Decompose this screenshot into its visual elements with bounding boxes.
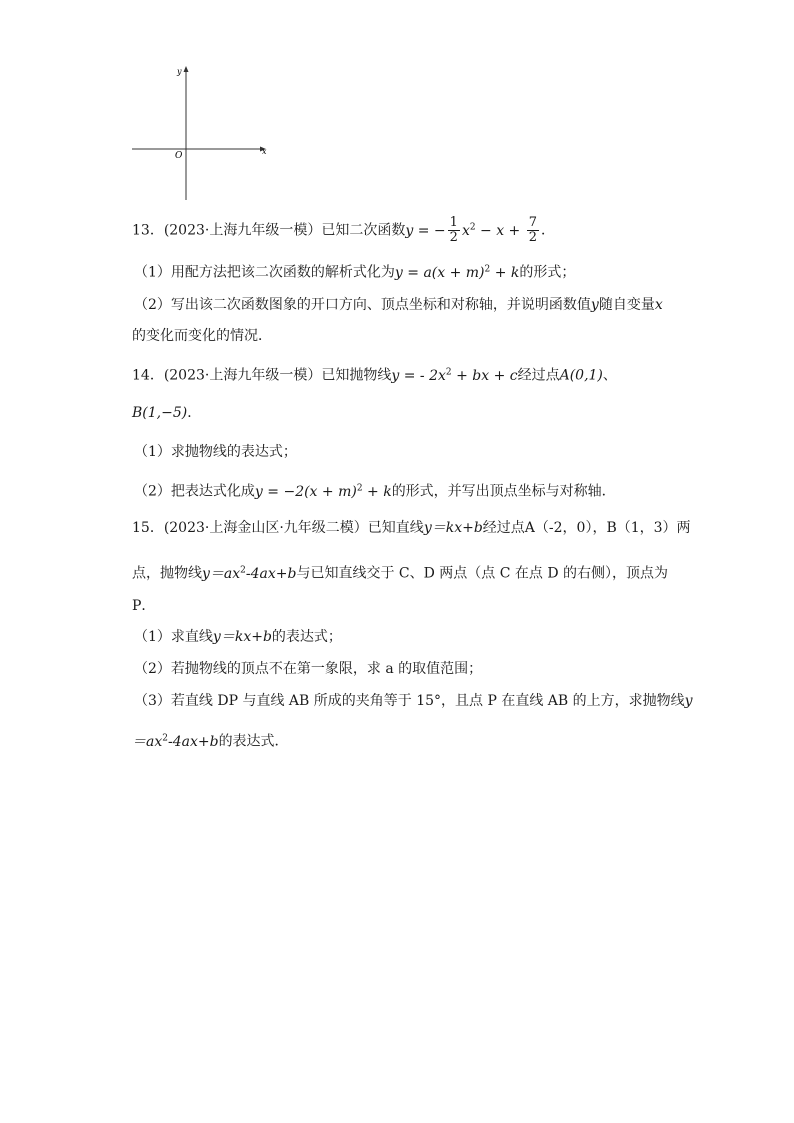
q13-stem: 13．(2023·上海九年级一模）已知二次函数y = − $\frac{1}{2}$ $x^2 - x$ + $\frac{7}{2}$ ． bbox=[132, 215, 556, 245]
coordinate-axes-figure bbox=[130, 62, 275, 202]
q13-part1: （1）用配方法把该二次函数的解析式化为$y = a(x + m)^2 + k$的形式； bbox=[134, 264, 576, 281]
q14-stem: 14．(2023·上海九年级一模）已知抛物线y = - $2x^2$ + bx + c经过点A(0,1)、 bbox=[132, 367, 617, 384]
q15-stem-3: P． bbox=[132, 598, 156, 614]
q14-part2: （2）把表达式化成$y = -2(x + m)^2 + k$的形式，并写出顶点坐标与对称轴． bbox=[134, 483, 616, 500]
q14-part1: （1）求抛物线的表达式； bbox=[134, 444, 297, 460]
q13-part2: （2）写出该二次函数图象的开口方向、顶点坐标和对称轴，并说明函数值y随自变量x bbox=[134, 297, 663, 313]
x-axis-label: x bbox=[262, 147, 267, 156]
q14-point-b: B(1,−5) bbox=[132, 405, 188, 421]
q15-stem: 15．(2023·上海金山区·九年级二模）已知直线y＝kx+b经过点A（-2，0），B（1，3）两 bbox=[132, 520, 691, 536]
q15-stem-2: 点，抛物线$y=ax^2-4ax+b$与已知直线交于 C、D 两点（点 C 在点 D 的右侧），顶点为 bbox=[132, 565, 669, 582]
y-axis-label: y bbox=[177, 67, 182, 76]
q15-part2: （2）若抛物线的顶点不在第一象限，求 a 的取值范围； bbox=[134, 661, 483, 677]
y-axis-arrow bbox=[184, 66, 189, 72]
q15-part1: （1）求直线y＝kx+b的表达式； bbox=[134, 629, 342, 645]
q14-point-a: A(0,1) bbox=[559, 367, 603, 384]
q13-vertex-form: $y = a(x + m)^2 + k$ bbox=[394, 264, 520, 281]
q15-line-eq: y＝kx+b bbox=[423, 520, 483, 536]
q15-part3-cont: $=ax^2-4ax+b$的表达式． bbox=[132, 733, 289, 750]
q15-part3: （3）若直线 DP 与直线 AB 所成的夹角等于 15°，且点 P 在直线 AB 的上方，求抛物线y bbox=[134, 693, 693, 709]
q14-stem-cont: B(1,−5)． bbox=[132, 405, 202, 421]
q13-prefix: 13．(2023·上海九年级一模）已知二次函数 bbox=[132, 222, 406, 239]
origin-label: O bbox=[175, 151, 183, 161]
q14-function: y = - $2x^2$ + bx + c bbox=[391, 367, 518, 384]
q13-part2-cont: 的变化而变化的情况． bbox=[132, 328, 272, 344]
q14-vertex-form: $y = -2(x + m)^2 + k$ bbox=[254, 483, 392, 500]
q15-parabola-eq: $y=ax^2-4ax+b$ bbox=[202, 565, 297, 582]
q13-function: y = − $\frac{1}{2}$ $x^2 - x$ + $\frac{7}{2}$ bbox=[405, 215, 538, 245]
q15-part3-eq: $=ax^2-4ax+b$ bbox=[132, 733, 219, 750]
